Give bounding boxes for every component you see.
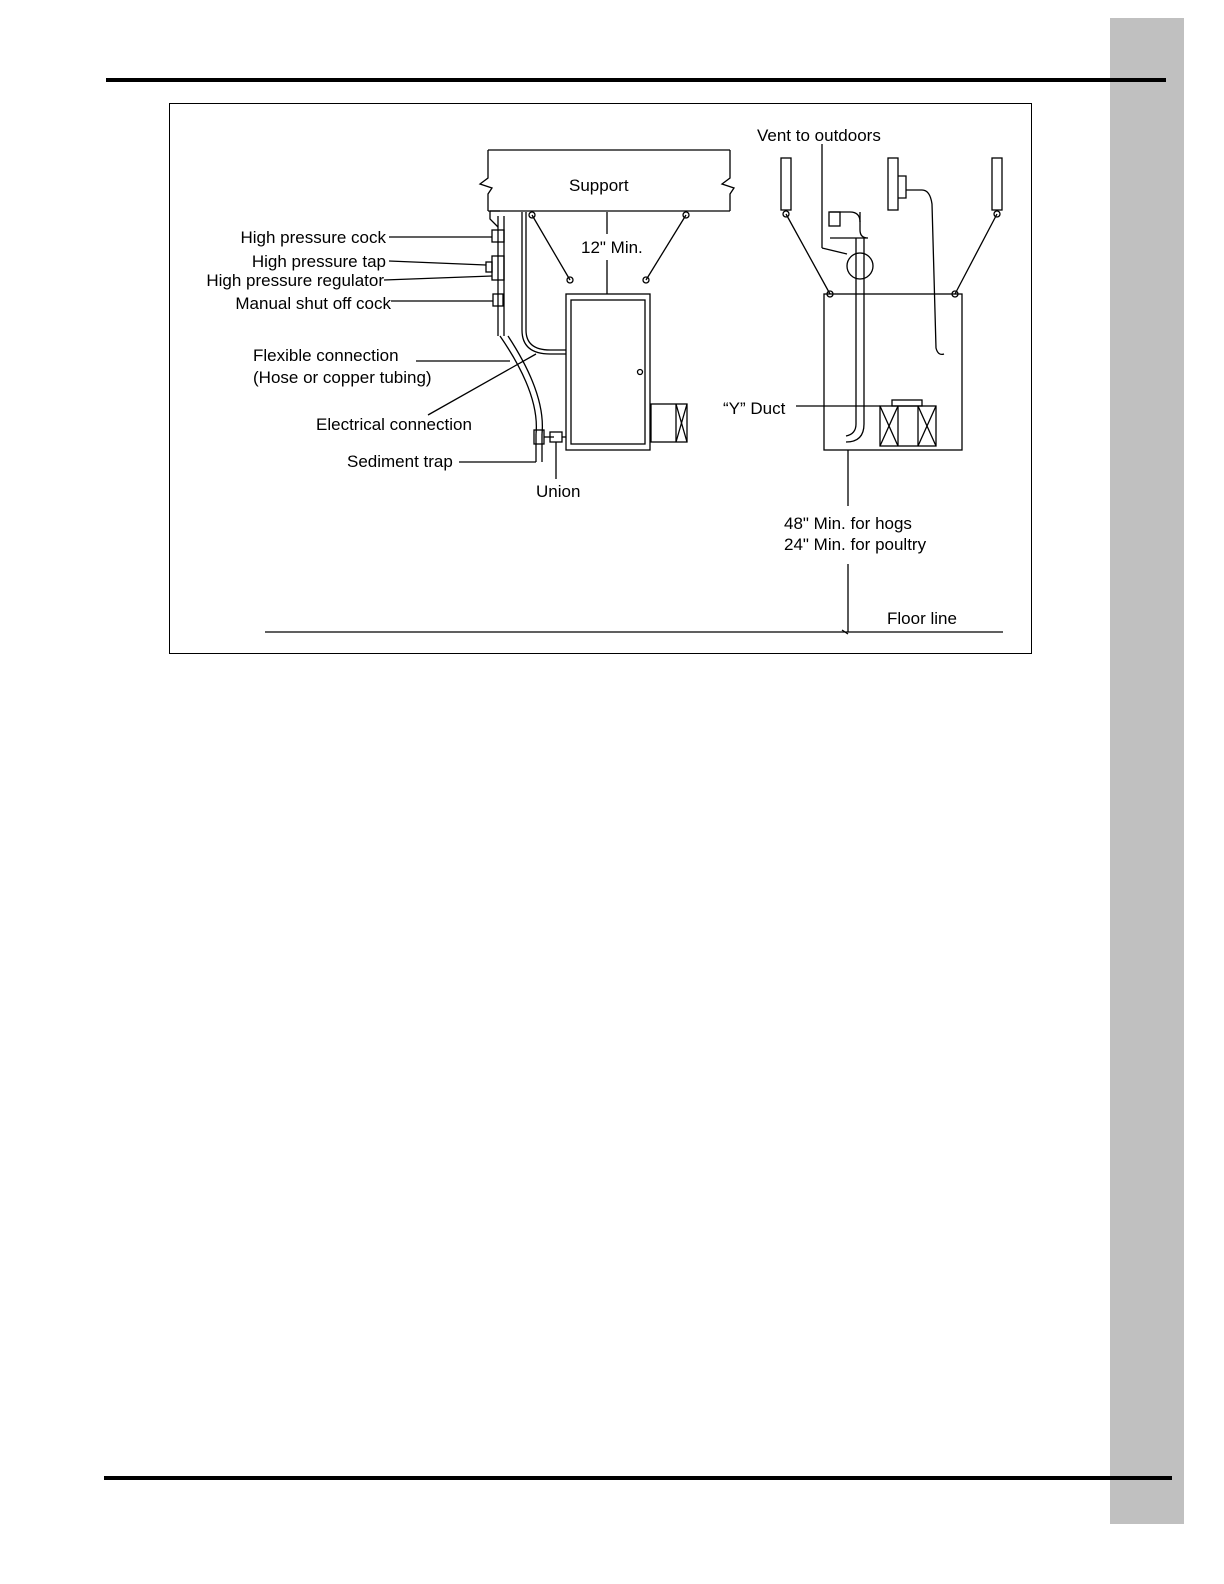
sediment-trap-label: Sediment trap [347, 452, 453, 471]
flexible-connection-sublabel: (Hose or copper tubing) [253, 368, 432, 387]
heater-front [566, 294, 650, 450]
side-tab [1110, 18, 1184, 1524]
duct-outlet-front [651, 404, 687, 442]
hogs-clearance-label: 48" Min. for hogs [784, 514, 912, 533]
high-pressure-tap-label: High pressure tap [251, 252, 386, 271]
leader-lines [384, 237, 880, 479]
flexible-connection-label: Flexible connection [253, 346, 399, 365]
heater-side [781, 144, 1002, 450]
manual-shutoff-label: Manual shut off cock [235, 294, 391, 313]
pressure-tap-fitting [486, 262, 492, 272]
flexible-hose [500, 336, 536, 434]
high-pressure-cock-label: High pressure cock [240, 228, 386, 247]
support-label: Support [569, 176, 629, 195]
floor-line-label: Floor line [887, 609, 957, 628]
union-label: Union [536, 482, 581, 501]
vent-collar [847, 253, 873, 279]
y-duct-label: “Y” Duct [723, 399, 786, 418]
gas-piping [486, 211, 566, 462]
thermostat-post [888, 158, 898, 210]
twelve-min-label: 12" Min. [581, 238, 643, 257]
installation-diagram [170, 104, 1033, 655]
poultry-clearance-label: 24" Min. for poultry [784, 535, 927, 554]
header-rule [106, 78, 1166, 82]
thermostat-body [898, 176, 906, 198]
heater-installation-figure [169, 103, 1032, 654]
vent-label: Vent to outdoors [757, 126, 881, 145]
footer-rule [104, 1476, 1172, 1480]
high-pressure-regulator-label: High pressure regulator [206, 271, 384, 290]
thermostat-cord [906, 190, 944, 354]
electrical-conduit [522, 212, 566, 354]
electrical-connection-label: Electrical connection [316, 415, 472, 434]
